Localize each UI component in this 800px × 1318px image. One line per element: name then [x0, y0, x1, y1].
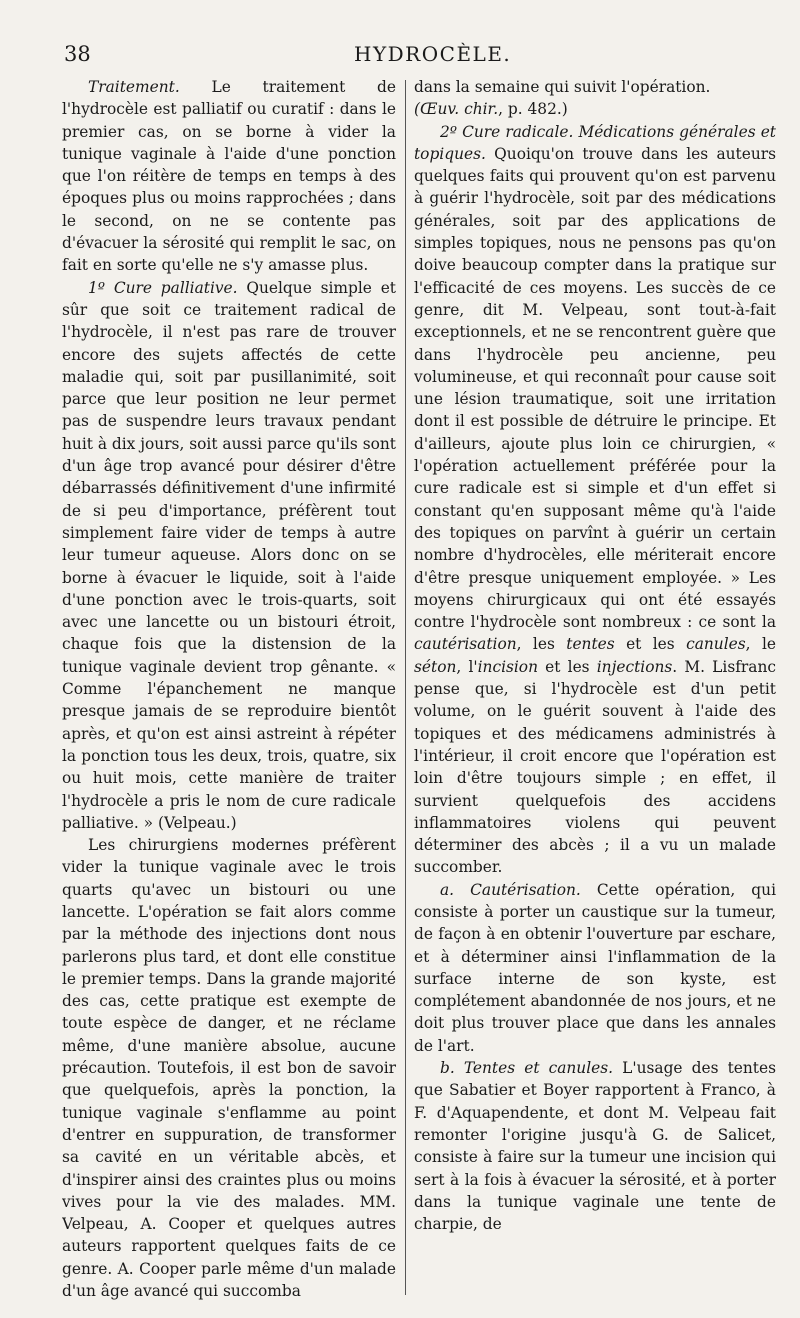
paragraph-text: Quelque simple et sûr que soit ce traitement radical de l'hydrocèle, il n'est pas rare de trouver encore des sujets affectés de cette maladie qui, soit par pusillanimité, soit parce que leur position ne leur permet pas de suspendre leurs travaux pendant huit à dix jours, soit aussi parce qu'ils sont d'un âge trop avancé pour désirer d'être débarrassés définitivement d'une infirmité de si peu d'importance, préfèrent tout simplement faire vider de temps à autre leur tumeur aqueuse. Alors donc on se borne à évacuer le liquide, soit à l'aide d'une ponction avec le trois-quarts, soit avec une lancette ou un bistouri étroit, chaque fois que la distension de la tunique vaginale devient trop gênante. « Comme l'épanchement ne manque presque jamais de se reproduire bientôt après, et qu'on est ainsi astreint à répéter la ponction tous les deux, trois, quatre, six ou huit mois, cette manière de traiter l'hydrocèle a pris le nom de cure radicale palliative. » (Velpeau.)	[62, 278, 396, 832]
term-separator: et les	[538, 657, 597, 676]
term-separator: et les	[614, 635, 687, 654]
paragraph-cure-radicale	[414, 121, 776, 879]
paragraph-tentes-canules	[414, 1057, 776, 1235]
column-divider	[405, 80, 406, 1295]
paragraph-lead: 1º Cure palliative.	[88, 278, 238, 297]
right-column	[414, 76, 776, 1235]
running-title: HYDROCÈLE.	[354, 42, 512, 66]
paragraph-lead: a. Cautérisation.	[440, 880, 581, 899]
term-separator: , les	[516, 635, 567, 654]
citation-title: (Œuv. chir.	[414, 100, 499, 119]
paragraph-text: L'usage des tentes que Sabatier et Boyer rapportent à Franco, à F. d'Aquapendente, et dont M. Velpeau fait remonter l'origine jusqu'à G. de Salicet, consiste à faire sur la tumeur une incision qui sert à la fois à évacuer la sérosité, et à porter dans la tunique vaginale une tente de charpie, de	[414, 1059, 776, 1234]
paragraph-lead: 2º Cure radicale. Médications générales et topiques.	[414, 122, 776, 163]
term-cauterisation: cautérisation	[414, 635, 517, 654]
term-tentes: tentes	[566, 635, 615, 654]
paragraph-cure-palliative	[62, 277, 396, 834]
page-header	[64, 42, 776, 72]
paragraph-text: Les chirurgiens modernes préfèrent vider la tunique vaginale avec le trois quarts qu'avec un bistouri ou une lancette. L'opération se fait alors comme par la méthode des injections dont nous parlerons plus tard, et dont elle constitue le premier temps. Dans la grande majorité des cas, cette pratique est exempte de toute espèce de danger, et ne réclame même, d'une manière absolue, aucune précaution. Toutefois, il est bon de savoir que quelquefois, après la ponction, la tunique vaginale s'enflamme au point d'entrer en suppuration, de transformer sa cavité en un véritable abcès, et d'inspirer ainsi des craintes plus ou moins vives pour la vie des malades. MM. Velpeau, A. Cooper et quelques autres auteurs rapportent quelques faits de ce genre. A. Cooper parle même d'un malade d'un âge avancé qui succomba	[62, 836, 396, 1301]
paragraph-chirurgiens-modernes	[62, 834, 396, 1302]
term-separator: , le	[745, 635, 776, 654]
paragraph-traitement	[62, 76, 396, 277]
paragraph-text: . M. Lisfranc pense que, si l'hydrocèle est d'un petit volume, on le guérit souvent à l'aide des topiques et des médicamens administrés à l'intérieur, il croit encore que l'opération est loin d'être toujours simple ; en effet, il survient quelquefois des accidens inflammatoires violens qui peuvent déterminer des abcès ; il a vu un malade succomber.	[414, 657, 776, 877]
citation-page: , p. 482.)	[498, 100, 568, 119]
paragraph-lead: Traitement.	[88, 78, 180, 96]
term-injections: injections	[596, 657, 673, 676]
paragraph-text: Le traitement de l'hydrocèle est palliatif ou curatif : dans le premier cas, on se borne à vider la tunique vaginale à l'aide d'une ponction que l'on réitère de temps en temps à des époques plus ou moins rapprochées ; dans le second, on ne se contente pas d'évacuer la sérosité qui remplit le sac, on fait en sorte qu'elle ne s'y amasse plus.	[62, 78, 396, 275]
page-number: 38	[64, 42, 91, 66]
left-column	[62, 76, 396, 1302]
paragraph-text: Cette opération, qui consiste à porter un caustique sur la tumeur, de façon à en obtenir l'ouverture par eschare, et à déterminer ainsi l'inflammation de la surface interne de son kyste, est complétement abandonnée de nos jours, et ne doit plus trouver place que dans les annales de l'art.	[414, 880, 776, 1055]
paragraph-text: Quoiqu'on trouve dans les auteurs quelques faits qui prouvent qu'on est parvenu à guérir l'hydrocèle, soit par des médications générales, soit par des applications de simples topiques, nous ne pensons pas qu'on doive beaucoup compter dans la pratique sur l'efficacité de ces moyens. Les succès de ce genre, dit M. Velpeau, sont tout-à-fait exceptionnels, et ne se rencontrent guère que dans l'hydrocèle peu ancienne, peu volumineuse, et qui reconnaît pour cause soit une lésion traumatique, soit une irritation dont il est possible de détruire le principe. Et d'ailleurs, ajoute plus loin ce chirurgien, « l'opération actuellement préférée pour la cure radicale est si simple et d'un effet si constant qu'en supposant même qu'à l'aide des topiques on parvînt à guérir un certain nombre d'hydrocèles, elle mériterait encore d'être presque uniquement employée. » Les moyens chirurgicaux qui ont été essayés contre l'hydrocèle sont nombreux : ce sont la	[414, 144, 776, 632]
term-seton: séton	[414, 657, 457, 676]
term-canules: canules	[686, 635, 746, 654]
paragraph-continuation	[414, 76, 776, 121]
term-incision: incision	[477, 657, 538, 676]
paragraph-text: dans la semaine qui suivit l'opération.	[414, 78, 711, 96]
paragraph-cauterisation	[414, 879, 776, 1057]
paragraph-lead: b. Tentes et canules.	[440, 1059, 614, 1078]
term-separator: , l'	[456, 657, 478, 676]
